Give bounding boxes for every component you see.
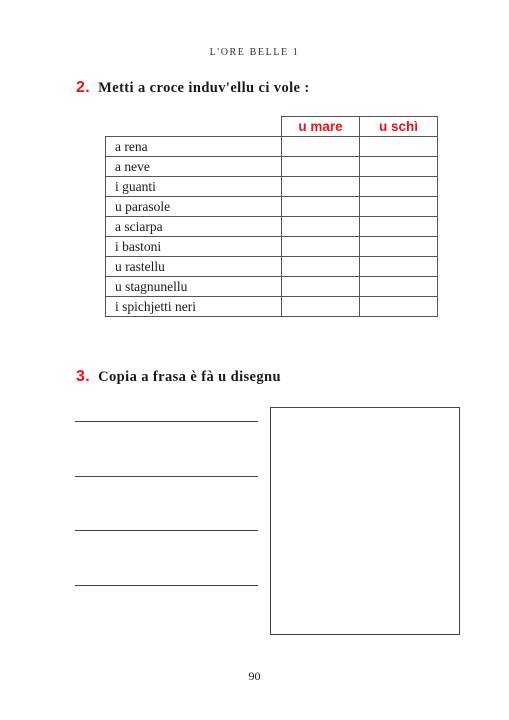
row-label: a neve [106, 157, 282, 177]
checkbox-cell-ski[interactable] [360, 197, 438, 217]
checkbox-cell-sea[interactable] [282, 237, 360, 257]
column-header-ski: u schì [360, 117, 438, 137]
table-row [106, 237, 438, 257]
checkbox-cell-ski[interactable] [360, 257, 438, 277]
answer-table [105, 116, 438, 317]
checkbox-cell-ski[interactable] [360, 277, 438, 297]
checkbox-cell-ski[interactable] [360, 297, 438, 317]
checkbox-cell-sea[interactable] [282, 277, 360, 297]
row-label: i guanti [106, 177, 282, 197]
checkbox-cell-ski[interactable] [360, 177, 438, 197]
table-row [106, 157, 438, 177]
running-header: L'ORE BELLE 1 [209, 47, 300, 58]
writing-line[interactable] [75, 530, 258, 531]
column-header-sea: u mare [282, 117, 360, 137]
table-row [106, 297, 438, 317]
checkbox-cell-sea[interactable] [282, 197, 360, 217]
checkbox-cell-sea[interactable] [282, 177, 360, 197]
drawing-box[interactable] [270, 407, 460, 635]
writing-line[interactable] [75, 476, 258, 477]
exercise-2-number: 2. [76, 79, 91, 96]
checkbox-cell-sea[interactable] [282, 297, 360, 317]
row-label: u rastellu [106, 257, 282, 277]
row-label: a sciarpa [106, 217, 282, 237]
writing-line[interactable] [75, 421, 258, 422]
table-row [106, 277, 438, 297]
table-row [106, 177, 438, 197]
row-label: i bastoni [106, 237, 282, 257]
row-label: i spichjetti neri [106, 297, 282, 317]
checkbox-cell-ski[interactable] [360, 217, 438, 237]
exercise-2-instruction: Metti a croce induv'ellu ci vole : [98, 80, 310, 96]
table-row [106, 137, 438, 157]
table-header-row [106, 117, 438, 137]
row-label: a rena [106, 137, 282, 157]
checkbox-cell-sea[interactable] [282, 137, 360, 157]
table-corner [106, 117, 282, 137]
row-label: u parasole [106, 197, 282, 217]
table-row [106, 257, 438, 277]
exercise-2-heading [76, 79, 310, 97]
checkbox-cell-sea[interactable] [282, 217, 360, 237]
checkbox-cell-sea[interactable] [282, 257, 360, 277]
exercise-3-number: 3. [76, 368, 91, 385]
checkbox-cell-sea[interactable] [282, 157, 360, 177]
exercise-3-instruction: Copia a frasa è fà u disegnu [98, 369, 281, 385]
checkbox-cell-ski[interactable] [360, 157, 438, 177]
table-row [106, 217, 438, 237]
row-label: u stagnunellu [106, 277, 282, 297]
table-row [106, 197, 438, 217]
writing-line[interactable] [75, 585, 258, 586]
page-number: 90 [248, 669, 261, 683]
exercise-3-heading [76, 368, 281, 386]
checkbox-cell-ski[interactable] [360, 137, 438, 157]
checkbox-cell-ski[interactable] [360, 237, 438, 257]
